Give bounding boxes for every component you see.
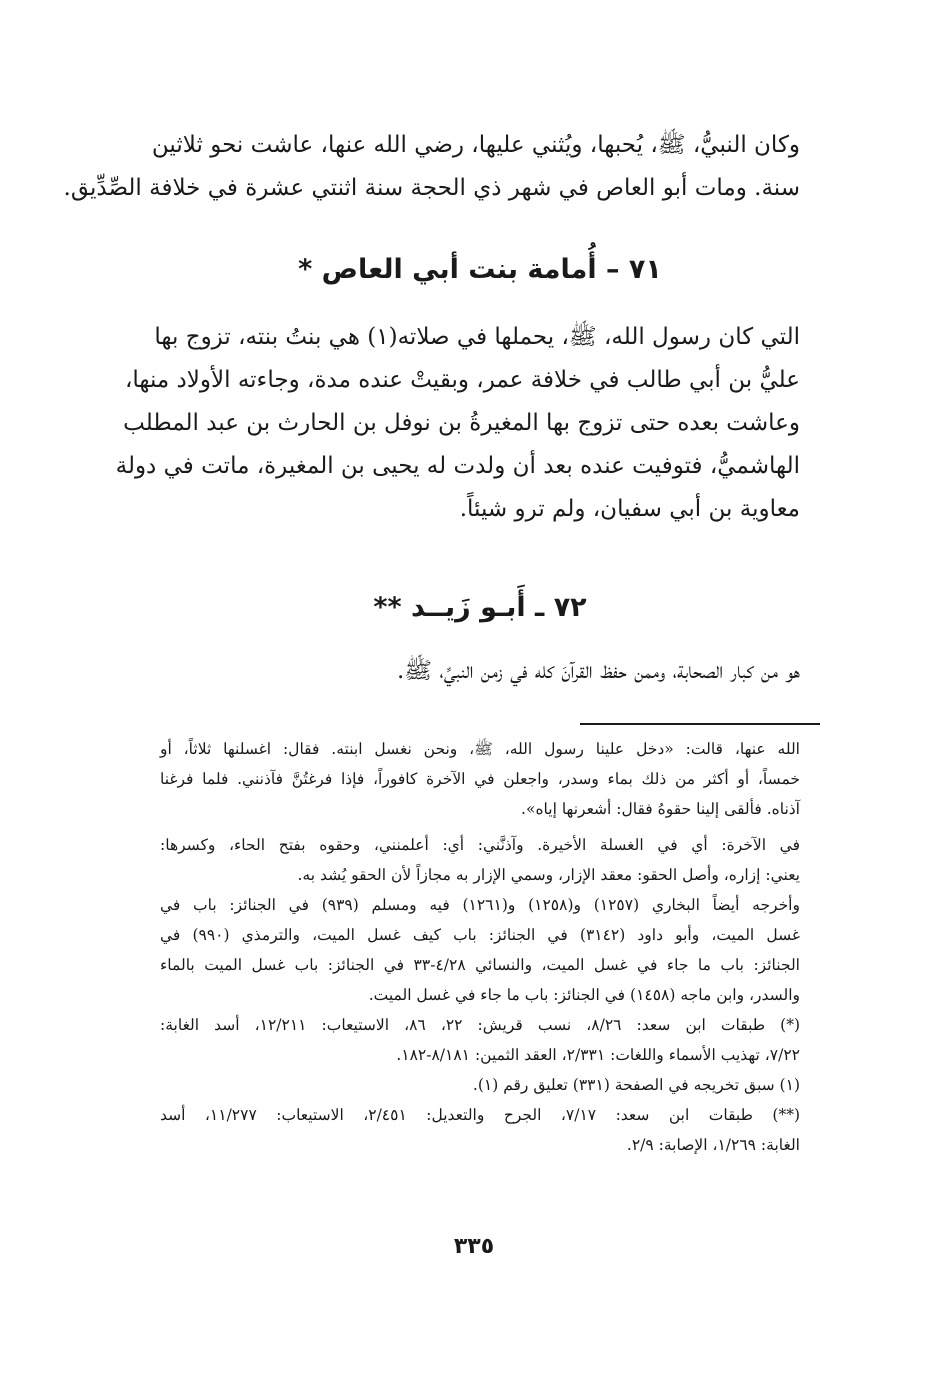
- footnote-line: (*) طبقات ابن سعد: ٨/٢٦، نسب قريش: ٢٢، ٨٦، الاستيعاب: ١٢/٢١١، أسد الغابة:: [160, 1016, 800, 1034]
- footnote-1: [160, 1070, 800, 1100]
- footnotes: [160, 734, 800, 1160]
- footnote-line: في الآخرة: أي في الغسلة الأخيرة. وآذنَّني: أي: أعلمنني، وحقوه بفتح الحاء، وكسرها:: [160, 836, 800, 854]
- text-line: سنة. ومات أبو العاص في شهر ذي الحجة سنة اثنتي عشرة في خلافة الصِّدِّيق.: [63, 175, 800, 201]
- footnote-double-star: [160, 1100, 800, 1160]
- footnote-line: غسل الميت، وأبو داود (٣١٤٢) في الجنائز: باب كيف غسل الميت، والترمذي (٩٩٠) في: [160, 926, 801, 944]
- footnote-line: خمساً، أو أكثر من ذلك بماء وسدر، واجعلن في الآخرة كافوراً، فإذا فرغتُنَّ فآذنني. فلما فرغنا: [160, 770, 800, 788]
- footnote-continuation: [160, 734, 800, 824]
- footnote-line: الله عنها، قالت: «دخل علينا رسول الله، ﷺ، ونحن نغسل ابنته. فقال: اغسلنها ثلاثاً، أو: [160, 740, 800, 758]
- footnote-line: آذناه. فألقى إلينا حقوهُ فقال: أشعرنها إياه».: [521, 800, 800, 818]
- page-number: ٣٣٥: [453, 1234, 495, 1259]
- section-heading-72: ٧٢ ـ أَبـو زَيــد **: [373, 592, 587, 623]
- paragraph-abu-zayd: [160, 650, 800, 693]
- footnote-separator: [580, 723, 820, 725]
- text-line: عليُّ بن أبي طالب في خلافة عمر، وبقيتْ عنده مدة، وجاءته الأولاد منها،: [124, 367, 800, 393]
- text-line: وعاشت بعده حتى تزوج بها المغيرةُ بن نوفل بن الحارث بن عبد المطلب: [123, 410, 800, 436]
- text-line: وكان النبيُّ، ﷺ، يُحبها، ويُثني عليها، رضي الله عنها، عاشت نحو ثلاثين: [151, 132, 800, 158]
- footnote-line: ٧/٢٢، تهذيب الأسماء واللغات: ٢/٣٣١، العقد الثمين: ٨/١٨١-١٨٢.: [396, 1046, 800, 1064]
- text-line: الهاشميُّ، فتوفيت عنده بعد أن ولدت له يحيى بن المغيرة، ماتت في دولة: [115, 453, 800, 479]
- footnote-star: [160, 1010, 800, 1070]
- footnote-line: الجنائز: باب ما جاء في غسل الميت، والنسائي ٤/٢٨-٣٣ في الجنائز: باب غسل الميت بالماء: [160, 956, 800, 974]
- footnote-line: (١) سبق تخريجه في الصفحة (٣٣١) تعليق رقم (١).: [472, 1076, 800, 1094]
- footnote-line: يعني: إزاره، وأصل الحقو: معقد الإزار، وسمي الإزار به مجازاً لأن الحقو يُشد به.: [297, 866, 800, 884]
- text-line: التي كان رسول الله، ﷺ، يحملها في صلاته(١) هي بنتُ بنته، تزوج بها: [154, 324, 800, 350]
- paragraph-umama: [115, 316, 800, 531]
- footnote-line: (**) طبقات ابن سعد: ٧/١٧، الجرح والتعديل: ٢/٤٥١، الاستيعاب: ١١/٢٧٧، أسد: [160, 1106, 801, 1124]
- text-line: معاوية بن أبي سفيان، ولم ترو شيئاً.: [459, 496, 800, 522]
- section-heading-71: ٧١ – أُمامة بنت أبي العاص *: [298, 254, 662, 285]
- footnote-line: الغابة: ١/٢٦٩، الإصابة: ٢/٩.: [626, 1136, 800, 1154]
- paragraph-intro: [63, 124, 800, 210]
- footnote-line: وأخرجه أيضاً البخاري (١٢٥٧) و(١٢٥٨) و(١٢٦١) فيه ومسلم (٩٣٩) في الجنائز: باب في: [160, 896, 800, 914]
- text-line: هو من كبار الصحابة، وممن حفظ القرآنَ كله في زمن النبيِّ، ﷺ.: [397, 658, 800, 684]
- footnote-explanation: [160, 830, 800, 1010]
- footnote-line: والسدر، وابن ماجه (١٤٥٨) في الجنائز: باب ما جاء في غسل الميت.: [368, 986, 800, 1004]
